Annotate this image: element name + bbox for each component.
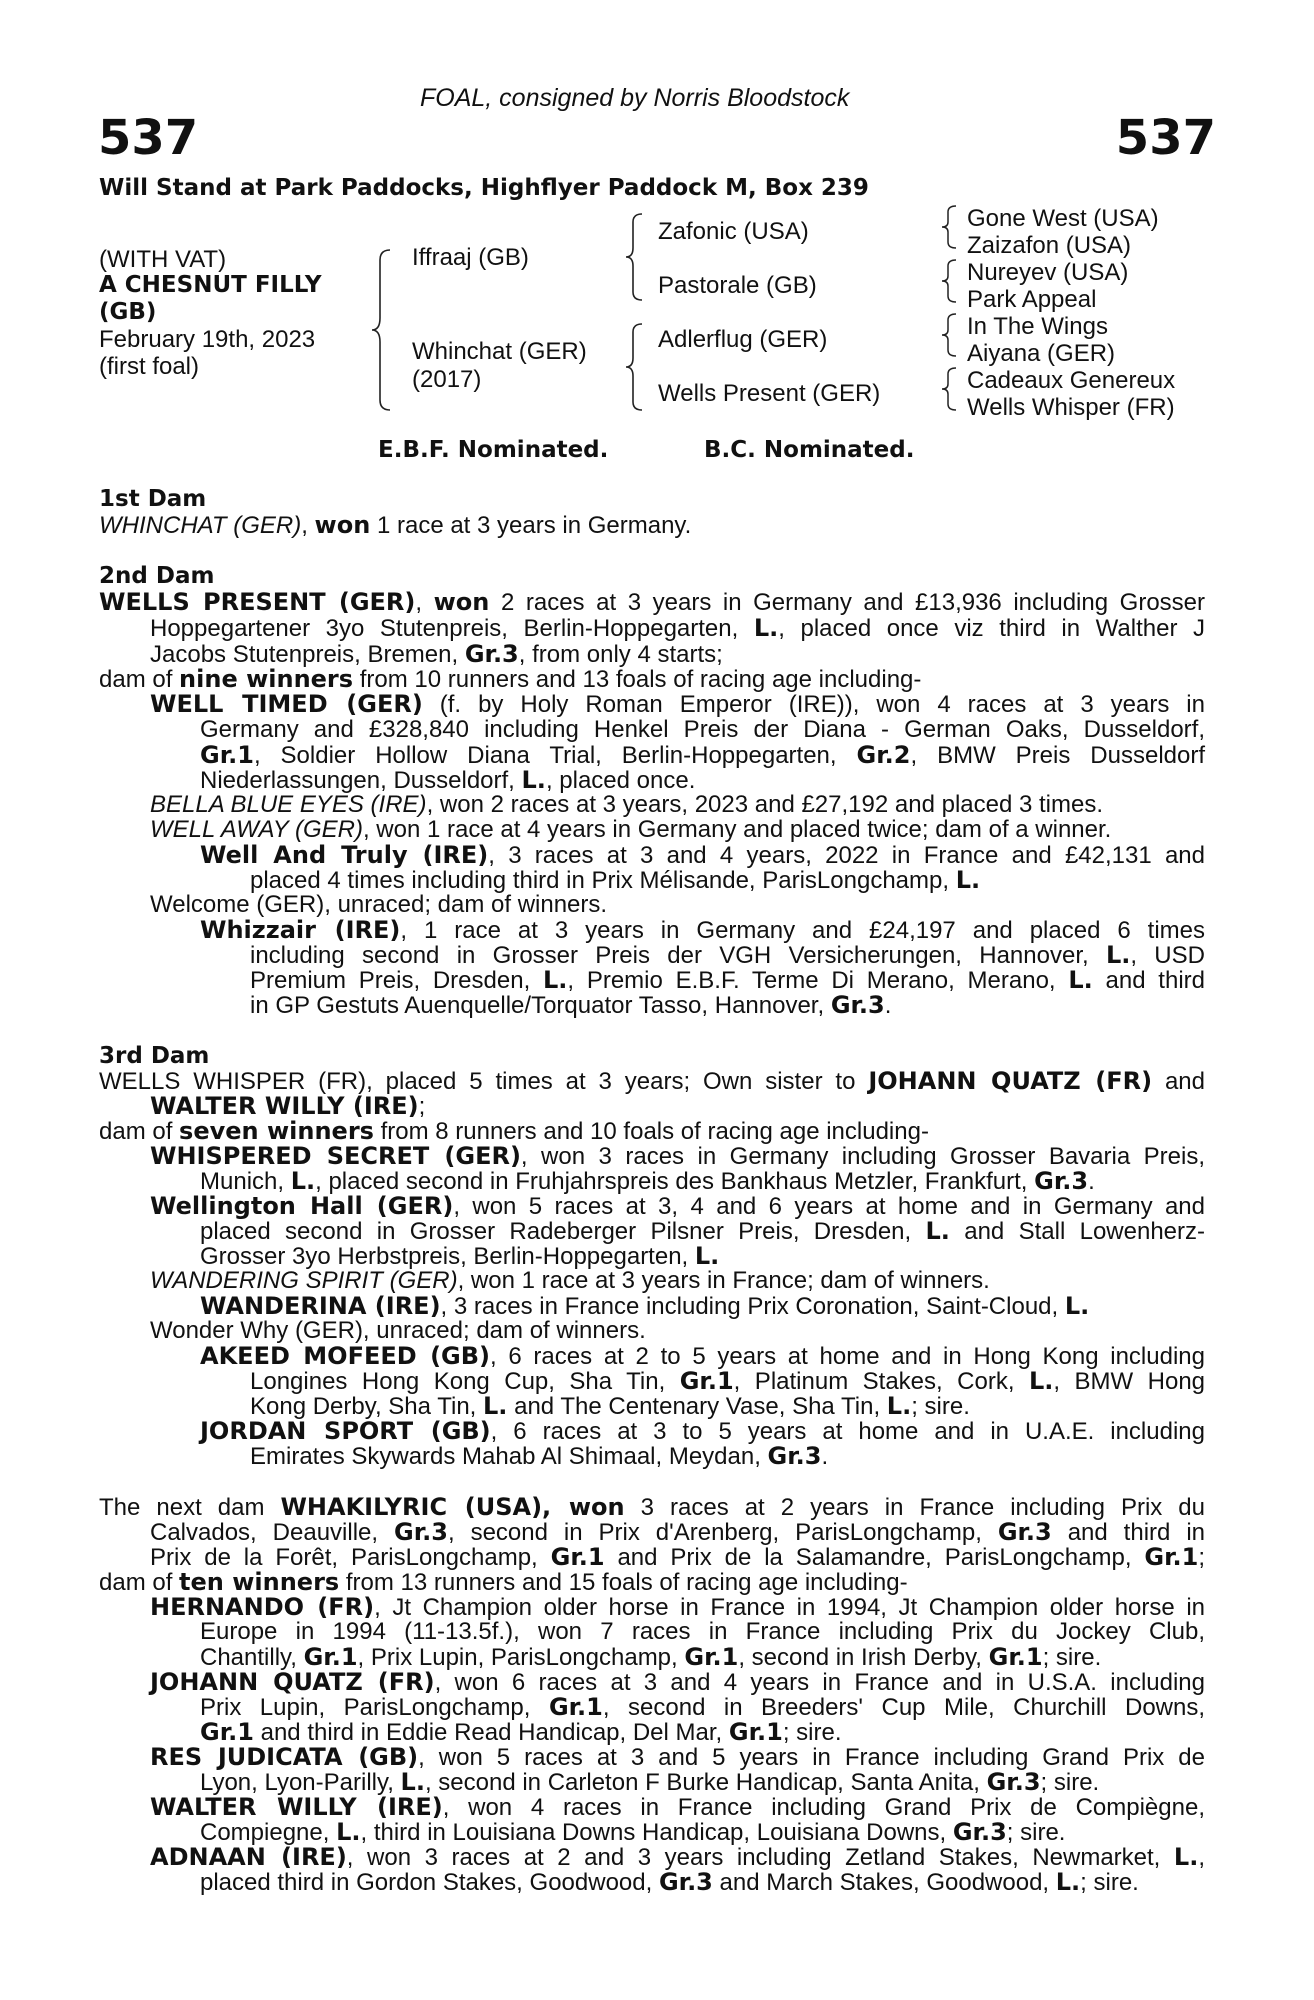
text-line: [200, 1644, 1101, 1671]
second-dam-won: won: [433, 588, 490, 616]
first-dam-name: WHINCHAT (GER): [99, 512, 302, 539]
text: , second in Breeders' Cup Mile, Churchill Downs,: [602, 1694, 1206, 1721]
progeny-name: WHISPERED SECRET (GER): [150, 1142, 521, 1170]
race-grade: L.: [886, 1392, 912, 1420]
text-line: [200, 1243, 719, 1270]
text: from 13 runners and 15 foals of racing age including-: [339, 1569, 908, 1596]
text: Prix Lupin, ParisLongchamp,: [200, 1694, 549, 1721]
race-grade: Gr.3: [952, 1818, 1007, 1846]
text: Premium Preis, Dresden,: [250, 967, 543, 994]
text: , placed once viz third in Walther J: [778, 615, 1205, 642]
text: , won 5 races at 3 and 5 years in France including Grand Prix de: [418, 1744, 1205, 1771]
progeny-entry: [200, 1293, 1089, 1320]
ebf-nomination: E.B.F. Nominated.: [378, 437, 609, 463]
progeny-name: WELL AWAY (GER): [150, 816, 363, 843]
pedigree-gen4-4: Park Appeal: [967, 286, 1097, 313]
pedigree-gen3-4: Wells Present (GER): [658, 380, 881, 407]
text: dam of: [99, 1569, 180, 1596]
text: including second in Grosser Preis der VGH Versicherungen, Hannover,: [250, 942, 1106, 969]
text: dam of: [99, 666, 180, 693]
text: Emirates Skywards Mahab Al Shimaal, Meydan,: [250, 1443, 768, 1470]
horse-name: JOHANN QUATZ (FR): [868, 1067, 1153, 1095]
first-dam-heading: 1st Dam: [99, 486, 207, 512]
lot-number-right: 537: [1115, 110, 1216, 166]
progeny-entry: [150, 1844, 1205, 1871]
pedigree-brace-4a: [940, 204, 960, 250]
text-line: [200, 1719, 842, 1746]
text: placed 4 times including third in Prix Mélisande, ParisLongchamp,: [250, 867, 956, 894]
race-grade: Gr.1: [1144, 1543, 1199, 1571]
text: ;: [418, 1093, 426, 1120]
race-grade: Gr.3: [394, 1518, 448, 1546]
text: , second in Irish Derby,: [738, 1644, 989, 1671]
text: , Prix Lupin, ParisLongchamp,: [357, 1644, 685, 1671]
text-line: [150, 1093, 425, 1120]
text: Prix de la Forêt, ParisLongchamp,: [150, 1544, 551, 1571]
text-line: [250, 992, 891, 1019]
text: , 3 races at 3 and 4 years, 2022 in France and £42,131 and: [488, 842, 1205, 869]
text: Lyon, Lyon-Parilly,: [200, 1769, 401, 1796]
progeny-name: Whizzair (IRE): [200, 916, 401, 944]
text: , 3 races in France including Prix Coronation, Saint-Cloud,: [440, 1293, 1065, 1320]
text: Munich,: [200, 1168, 291, 1195]
text: , won 4 races in France including Grand Prix de Compiègne,: [442, 1794, 1205, 1821]
text-line: [250, 1368, 1205, 1395]
bc-nomination: B.C. Nominated.: [704, 437, 915, 463]
progeny-name: Wellington Hall (GER): [150, 1192, 454, 1220]
text: and third in: [1051, 1519, 1205, 1546]
text: Welcome (GER), unraced; dam of winners.: [150, 891, 608, 918]
pedigree-gen3-1: Zafonic (USA): [658, 218, 809, 245]
race-grade: L.: [753, 614, 779, 642]
text-line: [200, 717, 1205, 743]
text: and The Centenary Vase, Sha Tin,: [507, 1393, 887, 1420]
text: , won 6 races at 3 and 4 years in France and in U.S.A. including: [434, 1669, 1205, 1696]
race-grade: Gr.3: [986, 1768, 1041, 1796]
text: ; sire.: [1040, 1769, 1100, 1796]
first-dam-won: won: [314, 511, 371, 539]
progeny-name: AKEED MOFEED (GB): [200, 1342, 490, 1370]
progeny-name: ADNAAN (IRE): [150, 1843, 347, 1871]
text: WELLS WHISPER (FR), placed 5 times at 3 years; Own sister to: [99, 1068, 869, 1095]
race-grade: Gr.3: [464, 640, 519, 668]
text: , placed second in Fruhjahrspreis des Bankhaus Metzler, Frankfurt,: [315, 1168, 1035, 1195]
race-grade: L.: [400, 1768, 425, 1796]
winners-count: ten winners: [179, 1568, 340, 1596]
pedigree-brace-gen1: [370, 248, 396, 412]
dam-name: Whinchat (GER): [412, 338, 587, 365]
text: 3 races at 2 years in France including Prix du: [624, 1494, 1205, 1521]
text: Chantilly,: [200, 1644, 304, 1671]
text: Longines Hong Kong Cup, Sha Tin,: [250, 1368, 680, 1395]
pedigree-gen4-7: Cadeaux Genereux: [967, 367, 1176, 394]
text-line: [250, 1393, 970, 1420]
pedigree-gen4-6: Aiyana (GER): [967, 340, 1116, 367]
text: dam of: [99, 1118, 180, 1145]
text: Hoppegartener 3yo Stutenpreis, Berlin-Hoppegarten,: [150, 615, 754, 642]
pedigree-brace-sire: [624, 212, 646, 302]
produce-summary: [99, 1569, 908, 1596]
progeny-entry: [150, 1318, 646, 1344]
second-dam-name: WELLS PRESENT (GER): [99, 588, 416, 616]
progeny-entry: [150, 1744, 1205, 1771]
text: and Prix de la Salamandre, ParisLongchamp,: [604, 1544, 1145, 1571]
text-line: [200, 1218, 1205, 1245]
race-grade: Gr.1: [548, 1693, 603, 1721]
progeny-entry: [150, 691, 1205, 718]
text-line: [200, 1819, 1065, 1846]
text: , second in Carleton F Burke Handicap, Santa Anita,: [424, 1769, 987, 1796]
text-line: [200, 742, 1205, 769]
text: Kong Derby, Sha Tin,: [250, 1393, 484, 1420]
race-grade: Gr.3: [767, 1442, 822, 1470]
progeny-entry: [200, 1418, 1205, 1445]
progeny-name: WELL TIMED (GER): [150, 690, 423, 718]
race-grade: Gr.1: [988, 1643, 1043, 1671]
text-line: [150, 1519, 1205, 1546]
text: .: [884, 992, 892, 1019]
race-grade: L.: [521, 766, 546, 794]
text: Grosser 3yo Herbstpreis, Berlin-Hoppegarten,: [200, 1243, 695, 1270]
text: , Platinum Stakes, Cork,: [733, 1368, 1029, 1395]
lot-number-left: 537: [98, 110, 199, 166]
text: (f. by Holy Roman Emperor (IRE)), won 4 races at 3 years in: [422, 691, 1205, 718]
progeny-name: WANDERING SPIRIT (GER): [150, 1267, 458, 1294]
text-line: [150, 641, 723, 668]
text-line: [250, 942, 1205, 969]
text: , won 1 race at 4 years in Germany and placed twice; dam of a winner.: [362, 816, 1112, 843]
third-dam-heading: 3rd Dam: [99, 1043, 210, 1069]
progeny-entry: [150, 817, 1111, 843]
winners-count: seven winners: [179, 1117, 374, 1145]
horse-name: WALTER WILLY (IRE): [150, 1092, 419, 1120]
text: , placed once.: [545, 767, 696, 794]
race-grade: L.: [1055, 1868, 1081, 1896]
text: and: [1152, 1068, 1205, 1095]
race-grade: Gr.1: [684, 1643, 739, 1671]
pedigree-gen4-3: Nureyev (USA): [967, 259, 1129, 286]
race-grade: L.: [925, 1217, 950, 1245]
text: and Stall Lowenherz-: [949, 1218, 1205, 1245]
stabling-location: Will Stand at Park Paddocks, Highflyer Paddock M, Box 239: [99, 175, 869, 201]
text: placed second in Grosser Radeberger Pilsner Preis, Dresden,: [200, 1218, 926, 1245]
produce-summary: [99, 1118, 929, 1145]
text: Europe in 1994 (11-13.5f.), won 7 races in France including Prix du Jockey Club,: [200, 1618, 1205, 1645]
race-grade: Gr.1: [550, 1543, 605, 1571]
text: , 6 races at 3 to 5 years at home and in U.A.E. including: [490, 1418, 1205, 1445]
text-line: [150, 615, 1205, 642]
sire-name: Iffraaj (GB): [412, 244, 529, 271]
text: , won 2 races at 3 years, 2023 and £27,192 and placed 3 times.: [426, 791, 1104, 818]
horse-country: (GB): [99, 299, 157, 325]
pedigree-brace-4b: [940, 258, 960, 304]
race-grade: L.: [1173, 1843, 1199, 1871]
progeny-entry: [150, 1669, 1205, 1696]
text: Wonder Why (GER), unraced; dam of winners.: [150, 1317, 646, 1344]
race-grade: L.: [1068, 966, 1093, 994]
text: , 1 race at 3 years in Germany and £24,197 and placed 6 times: [400, 917, 1206, 944]
text: 2 races at 3 years in Germany and £13,936 including Grosser: [489, 589, 1206, 616]
text: , from only 4 starts;: [518, 641, 723, 668]
pedigree-brace-dam: [624, 322, 646, 412]
text-line: [200, 1168, 1095, 1195]
next-dam-name: WHAKILYRIC (USA), won: [280, 1493, 625, 1521]
progeny-entry: [200, 917, 1205, 944]
text-line: [250, 867, 980, 894]
text: Niederlassungen, Dusseldorf,: [200, 767, 522, 794]
produce-summary: [99, 666, 921, 693]
text: Jacobs Stutenpreis, Bremen,: [150, 641, 465, 668]
text: , Jt Champion older horse in France in 1994, Jt Champion older horse in: [374, 1594, 1205, 1621]
progeny-name: JOHANN QUATZ (FR): [150, 1668, 435, 1696]
text: in GP Gestuts Auenquelle/Torquator Tasso, Hannover,: [250, 992, 831, 1019]
pedigree-gen4-5: In The Wings: [967, 313, 1108, 340]
pedigree-gen4-2: Zaizafon (USA): [967, 232, 1132, 259]
winners-count: nine winners: [179, 665, 354, 693]
text: .: [1088, 1168, 1095, 1195]
second-dam-line: WELLS PRESENT (GER), won 2 races at 3 years in Germany and £13,936 including Grosser: [99, 588, 1206, 616]
text-line: [150, 1544, 1205, 1571]
text: , USD: [1130, 942, 1205, 969]
text-line: [200, 1694, 1205, 1721]
race-grade: Gr.1: [679, 1367, 734, 1395]
progeny-entry: [150, 792, 1103, 818]
progeny-name: WANDERINA (IRE): [200, 1292, 441, 1320]
race-grade: L.: [1028, 1367, 1054, 1395]
race-grade: Gr.3: [997, 1518, 1052, 1546]
vat-label: (WITH VAT): [99, 246, 227, 273]
race-grade: Gr.3: [1034, 1167, 1089, 1195]
race-grade: L.: [290, 1167, 316, 1195]
text: The next dam: [99, 1494, 281, 1521]
race-grade: Gr.1: [728, 1718, 783, 1746]
progeny-name: HERNANDO (FR): [150, 1593, 375, 1621]
text-line: [200, 767, 695, 794]
text-line: [250, 967, 1205, 994]
text: ; sire.: [1080, 1869, 1139, 1896]
second-dam-heading: 2nd Dam: [99, 563, 215, 589]
first-dam-line: WHINCHAT (GER), won 1 race at 3 years in Germany.: [99, 511, 692, 539]
progeny-name: BELLA BLUE EYES (IRE): [150, 791, 427, 818]
progeny-name: WALTER WILLY (IRE): [150, 1793, 443, 1821]
pedigree-gen3-3: Adlerflug (GER): [658, 326, 828, 353]
text: placed third in Gordon Stakes, Goodwood,: [200, 1869, 659, 1896]
dam-year: (2017): [412, 366, 482, 393]
race-grade: Gr.2: [856, 741, 911, 769]
progeny-entry: [150, 1193, 1205, 1220]
text: ;: [1198, 1544, 1205, 1571]
progeny-entry: [150, 892, 607, 918]
consignor-line: FOAL, consigned by Norris Bloodstock: [420, 84, 850, 112]
first-dam-record: 1 race at 3 years in Germany.: [370, 512, 692, 539]
text: , Soldier Hollow Diana Trial, Berlin-Hoppegarten,: [253, 742, 857, 769]
progeny-entry: [150, 1143, 1205, 1170]
text: ; sire.: [782, 1719, 842, 1746]
progeny-entry: [150, 1268, 990, 1294]
race-grade: L.: [483, 1392, 508, 1420]
progeny-name: RES JUDICATA (GB): [150, 1743, 419, 1771]
pedigree-gen4-8: Wells Whisper (FR): [967, 394, 1175, 421]
text: .: [821, 1443, 829, 1470]
progeny-name: Well And Truly (IRE): [200, 841, 489, 869]
text: , Premio E.B.F. Terme Di Merano, Merano,: [567, 967, 1069, 994]
text: Compiegne,: [200, 1819, 337, 1846]
text: , won 3 races at 2 and 3 years including Zetland Stakes, Newmarket,: [346, 1844, 1174, 1871]
next-dam-line: [99, 1494, 1205, 1521]
race-grade: L.: [1105, 941, 1131, 969]
text: , won 5 races at 3, 4 and 6 years at home and in Germany and: [453, 1193, 1206, 1220]
text: from 10 runners and 13 foals of racing age including-: [353, 666, 922, 693]
text: and third in Eddie Read Handicap, Del Mar,: [253, 1719, 729, 1746]
text: and third: [1092, 967, 1205, 994]
text: , third in Louisiana Downs Handicap, Louisiana Downs,: [360, 1819, 953, 1846]
progeny-entry: [200, 842, 1205, 869]
text: ; sire.: [911, 1393, 970, 1420]
race-grade: Gr.1: [303, 1643, 358, 1671]
text: ; sire.: [1042, 1644, 1102, 1671]
foaling-date: February 19th, 2023: [99, 326, 316, 353]
text: , won 1 race at 3 years in France; dam of winners.: [457, 1267, 990, 1294]
pedigree-gen4-1: Gone West (USA): [967, 205, 1159, 232]
text: Calvados, Deauville,: [150, 1519, 395, 1546]
text: ; sire.: [1006, 1819, 1066, 1846]
text: , won 3 races in Germany including Grosser Bavaria Preis,: [520, 1143, 1206, 1170]
text: ,: [1198, 1844, 1205, 1871]
race-grade: L.: [1064, 1292, 1090, 1320]
progeny-name: JORDAN SPORT (GB): [200, 1417, 491, 1445]
text: Germany and £328,840 including Henkel Preis der Diana - German Oaks, Dusseldorf,: [200, 716, 1205, 743]
text-line: [200, 1869, 1139, 1896]
text-line: [250, 1443, 828, 1470]
progeny-entry: [150, 1794, 1205, 1821]
text: from 8 runners and 10 foals of racing age including-: [373, 1118, 929, 1145]
race-grade: L.: [542, 966, 568, 994]
race-grade: Gr.3: [658, 1868, 713, 1896]
race-grade: L.: [694, 1242, 720, 1270]
text: and March Stakes, Goodwood,: [712, 1869, 1056, 1896]
race-grade: Gr.3: [830, 991, 885, 1019]
race-grade: L.: [955, 866, 981, 894]
pedigree-brace-4d: [940, 366, 960, 412]
race-grade: L.: [336, 1818, 361, 1846]
pedigree-brace-4c: [940, 312, 960, 358]
text: , 6 races at 2 to 5 years at home and in Hong Kong including: [490, 1343, 1205, 1370]
horse-name: A CHESNUT FILLY: [99, 272, 322, 298]
progeny-entry: [150, 1594, 1205, 1621]
text: , BMW Hong: [1053, 1368, 1206, 1395]
foal-note: (first foal): [99, 353, 200, 380]
progeny-entry: [200, 1343, 1205, 1370]
text-line: [200, 1769, 1099, 1796]
text-line: [200, 1619, 1205, 1645]
text: , second in Prix d'Arenberg, ParisLongchamp,: [447, 1519, 998, 1546]
third-dam-line: [99, 1068, 1205, 1095]
race-grade: Gr.1: [200, 741, 254, 769]
race-grade: Gr.1: [200, 1718, 254, 1746]
text: , BMW Preis Dusseldorf: [910, 742, 1206, 769]
pedigree-gen3-2: Pastorale (GB): [658, 272, 817, 299]
